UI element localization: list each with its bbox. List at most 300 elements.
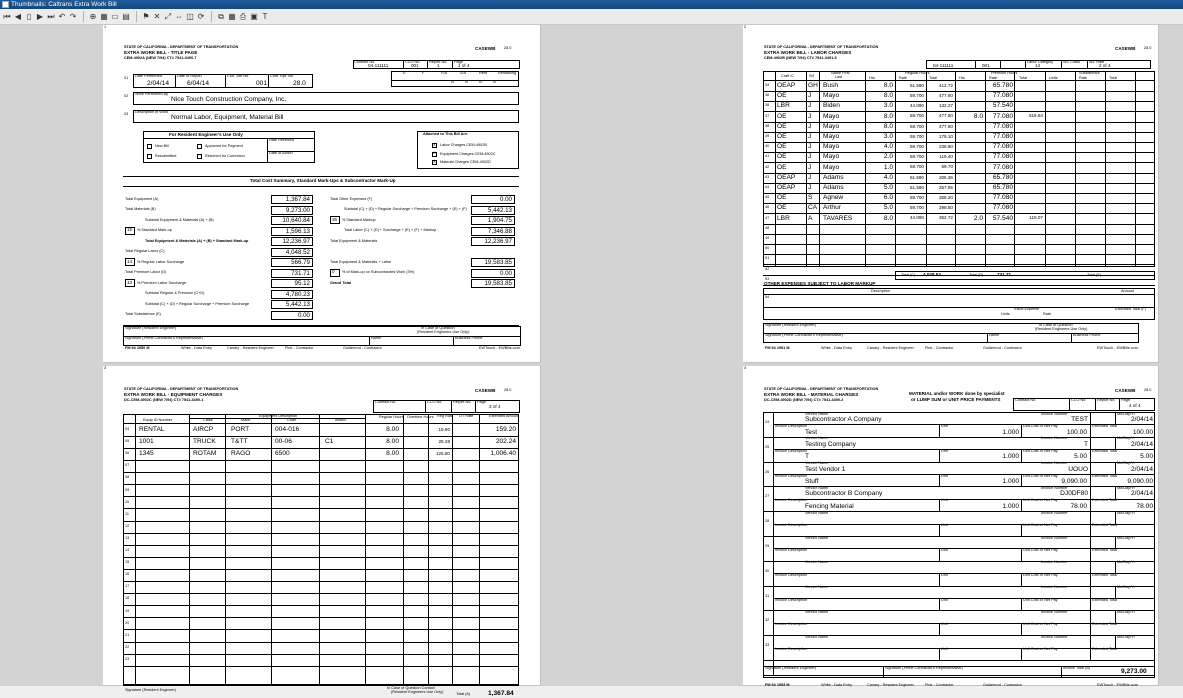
flag-value: N [479, 80, 482, 84]
premium-total: 115.07 [1029, 215, 1043, 221]
report-label: Report No. [453, 400, 472, 404]
forward-icon[interactable]: ↷ [69, 11, 77, 21]
row-number: 04 [125, 427, 130, 431]
rotate-icon[interactable]: ⟳ [197, 11, 205, 21]
extended-total-label: Extended Total [1092, 572, 1118, 577]
case-of-question-note: (Resident Engineers Use Only) [1035, 327, 1088, 331]
form-title: EXTRA WORK BILL - MATERIAL CHARGES [764, 392, 859, 397]
row-number: 19 [125, 608, 130, 613]
premium-hours: 2.0 [973, 214, 983, 222]
row-number: 43 [765, 174, 770, 179]
toolbar [0, 9, 1183, 25]
first-page-icon[interactable]: ⏮ [3, 11, 11, 21]
summary-value: 0.00 [471, 195, 515, 204]
wc-rate-label: WC Rate [1089, 59, 1105, 64]
regular-total: 119.40 [939, 154, 953, 160]
invoice-description-label: Invoice Description [775, 548, 808, 552]
first-name: S [808, 194, 813, 202]
grid-line [1090, 586, 1091, 611]
grid-line [427, 60, 428, 69]
regular-hours: 8.00 [386, 426, 399, 433]
row-number: 08 [125, 475, 130, 480]
row-number: 25 [765, 444, 770, 449]
percent-value: 0 [332, 269, 335, 274]
extended-amount: 159.20 [495, 426, 516, 433]
craft: OE [777, 122, 787, 130]
row-number: 24 [765, 420, 770, 424]
report-number: 14 [1035, 63, 1041, 68]
flag-value: N [493, 80, 496, 84]
rule-line [763, 660, 1155, 661]
previous-page-icon[interactable]: ◀ [14, 11, 22, 21]
extended-total-label: Extended Total [1092, 548, 1118, 552]
date-label: Mo/Day/Yr [1117, 634, 1135, 639]
equipment-code: 004-016 [275, 426, 300, 433]
grid-line [425, 400, 426, 413]
rule-line [123, 484, 519, 485]
invoice-number-label: Invoice Number [1041, 560, 1068, 565]
case-of-question: In Case of Question [1039, 323, 1073, 327]
regular-hours: 3.0 [883, 102, 893, 110]
invoice-number-label: Invoice Number [1041, 486, 1068, 490]
grid-icon[interactable]: ▦ [228, 11, 236, 21]
grid-line [1090, 437, 1091, 462]
grid-line [1115, 536, 1116, 548]
date-label: Mo/Day/Yr [1117, 510, 1135, 515]
grid-line [1090, 412, 1091, 437]
fit-icon[interactable]: ⤢ [164, 11, 172, 21]
attached-item: Labor Charges CEM-4902B [440, 143, 487, 147]
fit-width-icon[interactable]: ⇔ [175, 11, 183, 21]
invoice-description: Test [805, 428, 818, 436]
invoice-description-label: Invoice Description [775, 647, 808, 652]
footer-copy-goldenrod: Goldenrod - Contractor [983, 346, 1022, 350]
regular-hours: 4.0 [883, 143, 893, 151]
grid-line [939, 548, 940, 560]
summary-value: 566.79 [271, 258, 313, 267]
column-header: Hrs [869, 75, 875, 80]
regular-rate: 59.700 [909, 195, 924, 200]
invoice-number-label: Invoice Number [1041, 610, 1068, 614]
rule-line [123, 605, 519, 606]
flag-header: Rent [479, 71, 488, 75]
summary-value: 5,442.13 [471, 206, 515, 215]
last-name: Arthur [823, 204, 841, 212]
rule-line [123, 642, 519, 643]
date-label: Mo/Day/Yr [1117, 486, 1135, 490]
page-thumbnail-4[interactable] [743, 366, 1159, 686]
page-thumbnail-1[interactable] [103, 25, 541, 363]
summary-label: Subtotal Equipment & Materials (A) + (B) [145, 217, 214, 222]
contract-label: Contract No. [354, 59, 376, 64]
regular-rate: 51.590 [909, 82, 924, 88]
unit-cost: 100.00 [1066, 428, 1087, 436]
rule-line [123, 186, 519, 187]
summary-label: Total Other Expenses (F) [330, 196, 373, 201]
grid-line [1021, 449, 1022, 461]
page-number: 3 [104, 366, 107, 370]
invoice-date: 2/04/14 [1131, 490, 1153, 498]
row-number: 38 [765, 123, 770, 128]
summary-value: 1,367.84 [271, 195, 313, 204]
grid-line [1021, 573, 1022, 585]
grid-line [175, 74, 176, 88]
page-icon[interactable]: ▯ [26, 11, 32, 21]
first-name: GH [808, 82, 818, 89]
footer-copy-white: White - Data Entry [821, 683, 853, 687]
regular-total: 59.70 [941, 164, 953, 170]
grid-line [1090, 610, 1091, 635]
checkbox-label: New Bill [155, 144, 169, 148]
regular-hours: 8.0 [883, 214, 893, 222]
total-label: Total (D) [969, 272, 984, 277]
grid-line [453, 336, 454, 346]
signature-contractor: Signature (Prime Contractor's Representative) [885, 666, 963, 670]
form-code: DC-CEM-4902D (NEW 7/94) CT# 7541-3490-2 [764, 398, 844, 402]
regular-total: 412.72 [938, 82, 953, 88]
column-header: Name First [831, 71, 850, 75]
first-name: J [808, 92, 812, 100]
attached-mark: X [433, 159, 436, 164]
thumbnail-viewer[interactable] [0, 25, 1183, 697]
grid-line [1090, 462, 1091, 487]
rule-line [391, 80, 519, 81]
footer-copy-white: White - Data Entry [821, 346, 853, 350]
last-name: Mayo [823, 122, 840, 130]
extended-total-label: Extended Total [1092, 622, 1118, 627]
page-number: 1 [104, 25, 107, 29]
resident-engineer-title: For Resident Engineer's Use Only [169, 131, 243, 137]
vendor-label: Vendor Name [805, 634, 829, 639]
resubmitted-checkbox[interactable] [147, 154, 152, 159]
grid-line [403, 60, 404, 69]
column-header: Total [929, 75, 938, 80]
date-label: Mo/Day/Yr [1117, 585, 1135, 590]
grid-line [1021, 499, 1022, 511]
grid-line [451, 400, 452, 413]
column-header: Units [1049, 75, 1058, 80]
regular-rate: 59.700 [909, 133, 924, 139]
footer-copy-pink: Pink - Contractor [925, 683, 954, 687]
row-number: 21 [125, 632, 130, 637]
business-phone-label: Business Phone [1073, 333, 1101, 337]
grid-line [319, 414, 320, 685]
row-number: 10 [125, 499, 130, 504]
summary-value: 19,583.85 [471, 258, 515, 267]
grid-line [1115, 462, 1116, 474]
grid-line [939, 573, 940, 585]
first-name: J [808, 133, 812, 140]
text-icon[interactable]: T [262, 11, 268, 21]
unit-cost-label: Unit Cost or Net Pay [1023, 523, 1058, 528]
craft: OE [777, 112, 787, 120]
single-page-icon[interactable]: ▭ [111, 11, 119, 21]
craft: OE [777, 163, 787, 171]
contract-number: 04-111111 [368, 63, 389, 68]
last-name: Mayo [823, 133, 840, 140]
rule-line [763, 244, 1155, 245]
summary-value: 4,780.23 [271, 290, 313, 299]
signature-contractor: Signature (Prime Contractor's Representative) [125, 336, 203, 340]
vendor-label: Vendor Name [805, 411, 829, 416]
caption-number: 28.0 [504, 388, 512, 392]
page-label: Page [1121, 398, 1130, 402]
footer-brand: EWTouch - EWBills.com [479, 346, 520, 350]
rule-line [763, 193, 1155, 194]
total-d: 731.71 [997, 272, 1012, 277]
rule-line [763, 132, 1155, 133]
summary-label: % Standard Markup [342, 217, 376, 222]
last-name: Mayo [823, 143, 840, 151]
signature-contractor: Signature (Prime Contractor's Representative) [765, 333, 843, 337]
special-work-subtitle: or LUMP SUM or UNIT PRICE PAYMENTS [911, 397, 1001, 402]
flag-header: S/A [460, 71, 467, 75]
row-number: 51 [765, 256, 770, 261]
regular-total: 477.60 [938, 93, 953, 98]
report-label: Report No. [429, 59, 448, 64]
equipment-attach: C1 [325, 438, 334, 446]
checkbox-label: Approved for Payment [205, 144, 243, 148]
footer-copy-pink: Pink - Contractor [285, 346, 314, 350]
form-code: DC-CEM-4902C (NEW 7/94) CT# 7541-3490-1 [124, 398, 204, 402]
case-of-question-note: (Resident Engineers Use Only) [417, 330, 470, 334]
unit-cost-label: Unit Cost or Net Pay [1023, 498, 1058, 503]
row-number: 46 [765, 205, 770, 210]
row-number: 30 [765, 568, 770, 573]
grid-line [1115, 610, 1116, 622]
row-number: 18 [125, 596, 130, 601]
last-name: Biden [823, 102, 840, 110]
bookmark-icon[interactable]: ⚑ [142, 11, 150, 21]
rule-line [763, 294, 1155, 295]
rule-line [123, 545, 519, 546]
grid-line [452, 414, 453, 685]
row-number: 54 [765, 295, 770, 299]
rule-line [123, 423, 519, 424]
bill-label: Date Performed [135, 74, 162, 78]
unit-label: Unit [941, 498, 948, 503]
grid-line [1021, 598, 1022, 610]
grid-line [1090, 561, 1091, 586]
date-label: Mo/Day/Yr [1117, 535, 1135, 540]
grid-line [225, 74, 226, 88]
first-name: J [808, 102, 812, 110]
page-thumbnail-2[interactable] [743, 25, 1159, 363]
invoice-number: TEST [1071, 416, 1088, 423]
grid-line [1021, 548, 1022, 560]
grid-line [1025, 60, 1026, 69]
extended-total-label: Extended Total [1092, 498, 1118, 503]
signature-resident-engineer: Signature (Resident Engineer) [125, 688, 177, 692]
row-number: 17 [125, 584, 130, 589]
bill-value: 6/04/14 [187, 79, 209, 87]
premium-rate: 57.540 [992, 214, 1013, 222]
rule-line [763, 101, 1155, 102]
regular-hours: 2.0 [883, 153, 893, 161]
invoice-description-label: Invoice Description [775, 424, 808, 428]
last-page-icon[interactable]: ⏭ [47, 11, 55, 21]
vendor-name: Testing Company [805, 440, 856, 448]
last-name: Mayo [823, 92, 840, 100]
print-icon[interactable]: ⎙ [239, 11, 247, 21]
summary-title: Total Cost Summary, Standard Mark-Ups & Subcontractor Mark-Up [250, 178, 396, 183]
regular-hours: 3.0 [883, 133, 893, 140]
unit-cost-label: Unit Cost or Net Pay [1023, 622, 1058, 627]
rule-line [123, 629, 519, 630]
copy-icon[interactable]: ⧉ [218, 11, 224, 21]
row-number: 47 [765, 215, 770, 220]
form-code: CEM-4902A (NEW 7/94) CT# 7541-3490-7 [124, 56, 197, 60]
cco-label: CCO No. [405, 59, 421, 64]
attached-title: Attached to This Bill Are: [423, 132, 469, 136]
vendor-label: Vendor Name [805, 560, 829, 565]
vendor-label: Vendor Name [805, 486, 829, 490]
extended-total-label: Extended Total [1092, 597, 1118, 602]
grid-view-icon[interactable]: ▦ [100, 11, 108, 21]
row-number: 22 [125, 644, 130, 649]
grid-line [939, 524, 940, 536]
equipment-id: RENTAL [139, 426, 165, 433]
premium-rate: 77.080 [992, 133, 1013, 140]
summary-label: Total Equipment & Materials + Labor [330, 259, 392, 264]
work-performed-label: Work Performed By [135, 92, 169, 96]
premium-rate: 77.080 [992, 163, 1013, 171]
first-name: J [808, 143, 812, 151]
column-header: Subsistence [1079, 71, 1100, 75]
extended-total-label: Extended Total [1092, 424, 1118, 428]
equipment-total: 1,367.84 [488, 690, 514, 697]
last-name: Mayo [823, 153, 840, 161]
premium-rate: 77.080 [992, 112, 1013, 120]
equipment-class: AIRCP [193, 426, 214, 433]
caption-code: CASEWB [475, 388, 496, 393]
other-expenses-title: OTHER EXPENSES SUBJECT TO LABOR MARKUP [764, 281, 876, 286]
approved-checkbox[interactable] [197, 144, 202, 149]
last-name: Adams [823, 173, 844, 181]
invoice-description-label: Invoice Description [775, 448, 808, 453]
back-icon[interactable]: ↶ [58, 11, 66, 21]
first-name: J [808, 153, 812, 161]
returned-checkbox[interactable] [197, 154, 202, 159]
first-name: J [808, 173, 812, 181]
regular-rate: 25.28 [438, 438, 450, 444]
first-name: A [808, 214, 813, 222]
equipment-id: 1001 [139, 438, 154, 446]
name-label: Name [371, 336, 382, 340]
save-icon[interactable]: ▣ [250, 11, 258, 21]
row-number: 20 [125, 620, 130, 625]
regular-hours: 4.0 [883, 173, 893, 181]
summary-value: 731.71 [271, 269, 313, 278]
row-number: 09 [125, 487, 130, 492]
grid-line [1000, 60, 1001, 69]
invoice-number: DJ0DF80 [1060, 490, 1088, 498]
invoice-description-label: Invoice Description [775, 473, 808, 478]
bill-value: 28.0 [293, 79, 306, 87]
unit-cost-label: Unit Cost or Net Pay [1023, 548, 1058, 552]
extended-total: 9,090.00 [1127, 478, 1153, 486]
window-title-bar [0, 0, 1183, 9]
invoice-date: 2/04/14 [1131, 440, 1153, 448]
special-work-title: MATERIAL and/or WORK done by specialist [909, 391, 1005, 396]
case-of-question-note: (Resident Engineers Use Only) [391, 690, 444, 694]
regular-rate: 59.700 [909, 205, 924, 211]
row-number: 36 [765, 93, 770, 98]
percent-value: 35 [332, 216, 338, 222]
craft: OE [777, 153, 787, 161]
grid-line [939, 449, 940, 461]
cco-number: 001 [982, 63, 990, 68]
row-number: 27 [765, 494, 770, 499]
summary-value: 95.12 [271, 279, 313, 288]
equipment-table [123, 414, 519, 685]
rule-line [763, 254, 1155, 255]
thumbnails-icon[interactable]: ▤ [122, 11, 130, 21]
flag-header: E [403, 71, 406, 75]
new-bill-checkbox[interactable] [147, 144, 152, 149]
regular-total: 298.50 [938, 205, 953, 211]
grid-line [939, 598, 940, 610]
grid-line [939, 648, 940, 660]
signature-resident-engineer: Signature (Resident Engineer) [125, 326, 177, 330]
row-number: 26 [765, 469, 770, 474]
unit-cost: 78.00 [1070, 502, 1087, 510]
row-number: 44 [765, 185, 770, 189]
grid-line [135, 414, 136, 685]
grid-line [1115, 412, 1116, 424]
date-label: Mo/Day/Yr [1117, 436, 1135, 441]
page-thumbnail-3[interactable] [103, 366, 541, 697]
summary-value: 10,640.84 [271, 216, 313, 225]
rule-line [123, 569, 519, 570]
regular-hours: 8.00 [386, 450, 399, 458]
contract-label: Contract No. [375, 400, 397, 404]
bill-label: Date of Report [177, 74, 202, 78]
column-header: Total [1019, 75, 1028, 80]
regular-total: 132.27 [938, 103, 953, 109]
vendor-label: Vendor Name [805, 535, 829, 540]
premium-rate: 77.080 [992, 92, 1013, 100]
zoom-icon[interactable]: ⊕ [89, 11, 97, 21]
equipment-make: T&TT [231, 438, 248, 446]
grid-line [883, 666, 884, 678]
row-number: 02 [124, 94, 129, 98]
next-page-icon[interactable]: ▶ [36, 11, 44, 21]
unit-quantity: 1.000 [1002, 478, 1019, 486]
footer-copy-white: White - Data Entry [181, 346, 213, 350]
two-page-icon[interactable]: ◫ [186, 11, 194, 21]
premium-rate: 77.080 [992, 122, 1013, 130]
footer-copy-goldenrod: Goldenrod - Contractor [983, 683, 1022, 687]
vendor-label: Vendor Name [805, 436, 829, 441]
regular-total: 477.60 [938, 123, 953, 129]
first-name: J [808, 163, 812, 171]
grid-line [939, 623, 940, 635]
last-name: Agnew [823, 194, 844, 202]
regular-hours: 1.0 [883, 163, 893, 171]
extended-total: 5.00 [1140, 453, 1153, 461]
grid-line [479, 414, 480, 685]
column-header: Reg Rate [437, 414, 454, 418]
flag-value: N [451, 80, 454, 84]
rule-line [763, 234, 1155, 235]
close-icon[interactable]: ✕ [153, 11, 161, 21]
regular-total: 238.80 [938, 144, 953, 149]
rule-line [123, 581, 519, 582]
unit-label: Unit [941, 424, 948, 428]
invoice-description-label: Invoice Description [775, 572, 808, 577]
regular-hours: 8.0 [883, 112, 893, 120]
